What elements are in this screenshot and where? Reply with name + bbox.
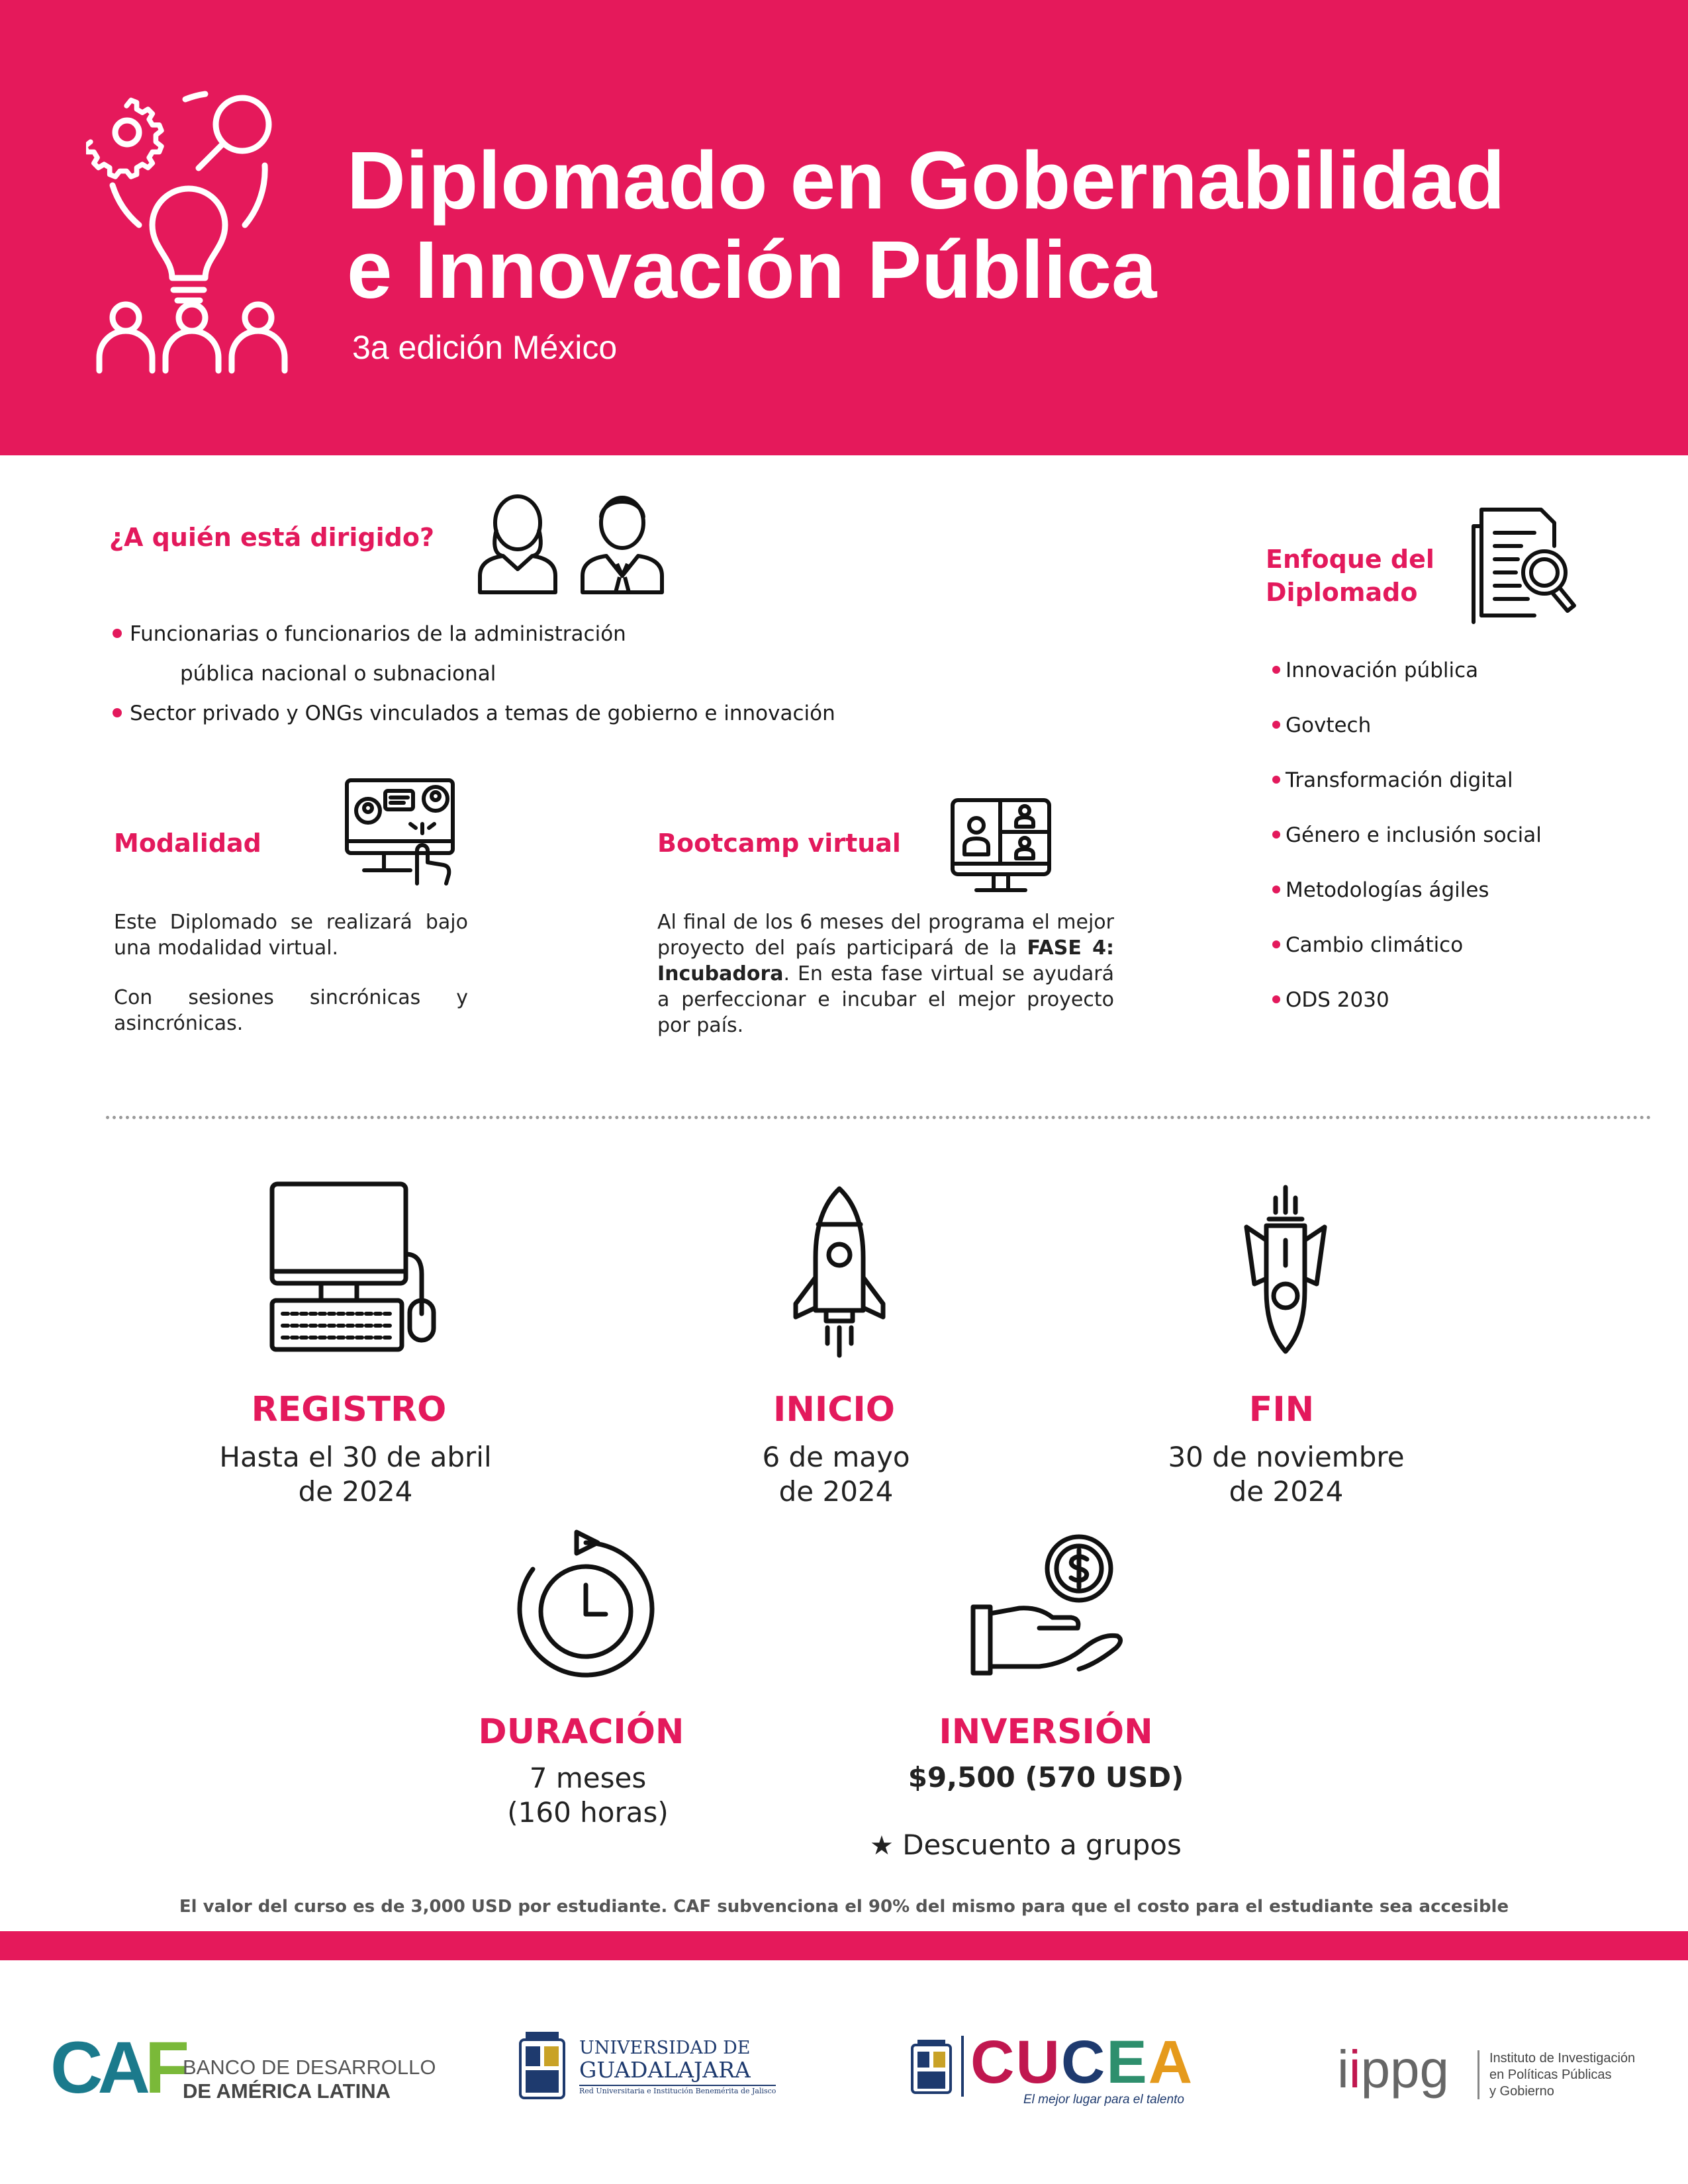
title-line-1: Diplomado en Gobernabilidad: [347, 136, 1505, 226]
focus-list: [1272, 659, 1542, 1043]
cucea-divider: [961, 2036, 964, 2097]
header-banner: [0, 0, 1688, 455]
rocket-icon: [786, 1185, 892, 1360]
fin-label: FIN: [1248, 1390, 1315, 1430]
bottom-accent-bar: [0, 1931, 1688, 1960]
section-divider: [106, 1116, 1652, 1119]
focus-item: Cambio climático: [1272, 933, 1542, 988]
inversion-label: INVERSIÓN: [939, 1712, 1153, 1752]
innovation-icon: [86, 79, 298, 377]
modality-text: [114, 909, 468, 1036]
focus-item: Género e inclusión social: [1272, 823, 1542, 878]
cucea-logo: [910, 2028, 1194, 2109]
people-icon: [477, 490, 675, 596]
udg-crest-icon: [516, 2030, 568, 2103]
edition-subtitle: 3a edición México: [352, 329, 618, 366]
duracion-label: DURACIÓN: [478, 1712, 684, 1752]
inicio-label: INICIO: [773, 1390, 895, 1430]
caf-mark: CAF: [50, 2027, 185, 2109]
bullet-dot: [1272, 940, 1280, 948]
descending-rocket-icon: [1241, 1185, 1331, 1357]
bootcamp-heading: Bootcamp virtual: [657, 829, 901, 858]
fin-date: 30 de noviembre de 2024: [1168, 1441, 1405, 1508]
money-hand-icon: [966, 1534, 1125, 1680]
focus-item: Govtech: [1272, 713, 1542, 768]
bullet-dot: [113, 708, 122, 717]
bootcamp-phase-highlight: FASE 4: Incubadora: [657, 936, 1114, 985]
video-call-icon: [950, 797, 1053, 900]
registro-label: REGISTRO: [251, 1390, 447, 1430]
cucea-tagline: El mejor lugar para el talento: [1023, 2093, 1184, 2107]
focus-item: Transformación digital: [1272, 768, 1542, 823]
discount-note: ★ Descuento a grupos: [870, 1829, 1182, 1861]
title-line-2: e Innovación Pública: [347, 225, 1157, 316]
focus-item: ODS 2030: [1272, 988, 1542, 1043]
duracion-value: 7 meses (160 horas): [507, 1762, 669, 1829]
footer-note: El valor del curso es de 3,000 USD por estudiante. CAF subvenciona el 90% del mismo para que el costo para el estudiante sea accesible: [179, 1897, 1509, 1917]
cucea-mark: CUCEA: [970, 2028, 1194, 2096]
audience-item-1-cont: pública nacional o subnacional: [180, 662, 496, 686]
audience-list: [113, 622, 907, 725]
computer-icon: [268, 1181, 444, 1353]
cucea-crest-icon: [910, 2038, 953, 2095]
iippg-mark: iippg: [1337, 2040, 1450, 2099]
udg-name: UNIVERSIDAD DE GUADALAJARA Red Universitaria e Institución Benemérita de Jalisco: [579, 2038, 776, 2095]
bullet-dot: [1272, 995, 1280, 1003]
modality-heading: Modalidad: [114, 829, 261, 858]
virtual-meeting-icon: [344, 778, 460, 887]
udg-logo: [516, 2030, 776, 2103]
star-icon: ★: [870, 1831, 894, 1861]
bullet-dot: [1272, 776, 1280, 784]
bullet-dot: [113, 629, 122, 638]
bullet-dot: [1272, 721, 1280, 729]
bootcamp-text: Al final de los 6 meses del programa el mejor proyecto del país participará de la FASE 4: Incubadora. En esta fase virtual se ayudará a perfeccionar e incubar el mejor proyecto por país.: [657, 911, 1114, 1037]
page-title: [347, 136, 1638, 315]
audience-item-2: Sector privado y ONGs vinculados a temas de gobierno e innovación: [113, 702, 907, 725]
caf-name: BANCO DE DESARROLLO DE AMÉRICA LATINA: [183, 2056, 436, 2103]
iippg-name: Instituto de Investigación en Políticas Públicas y Gobierno: [1489, 2051, 1636, 2099]
audience-item-1: Funcionarias o funcionarios de la administración: [113, 622, 907, 646]
focus-item: Innovación pública: [1272, 659, 1542, 713]
inicio-date: 6 de mayo de 2024: [762, 1441, 910, 1508]
focus-item: Metodologías ágiles: [1272, 878, 1542, 933]
iippg-logo: [1337, 2040, 1668, 2105]
inversion-price: $9,500 (570 USD): [908, 1761, 1184, 1794]
modality-para-1: Este Diplomado se realizará bajo una modalidad virtual.: [114, 911, 468, 960]
audience-heading: ¿A quién está dirigido?: [109, 523, 435, 552]
bullet-dot: [1272, 666, 1280, 674]
document-search-icon: [1468, 506, 1581, 625]
bullet-dot: [1272, 886, 1280, 893]
focus-heading: Enfoque del Diplomado: [1266, 545, 1434, 607]
modality-para-2: Con sesiones sincrónicas y asincrónicas.: [114, 986, 468, 1035]
bullet-dot: [1272, 831, 1280, 839]
iippg-divider: [1477, 2050, 1479, 2099]
timer-icon: [513, 1525, 659, 1688]
registro-date: Hasta el 30 de abril de 2024: [219, 1441, 492, 1508]
